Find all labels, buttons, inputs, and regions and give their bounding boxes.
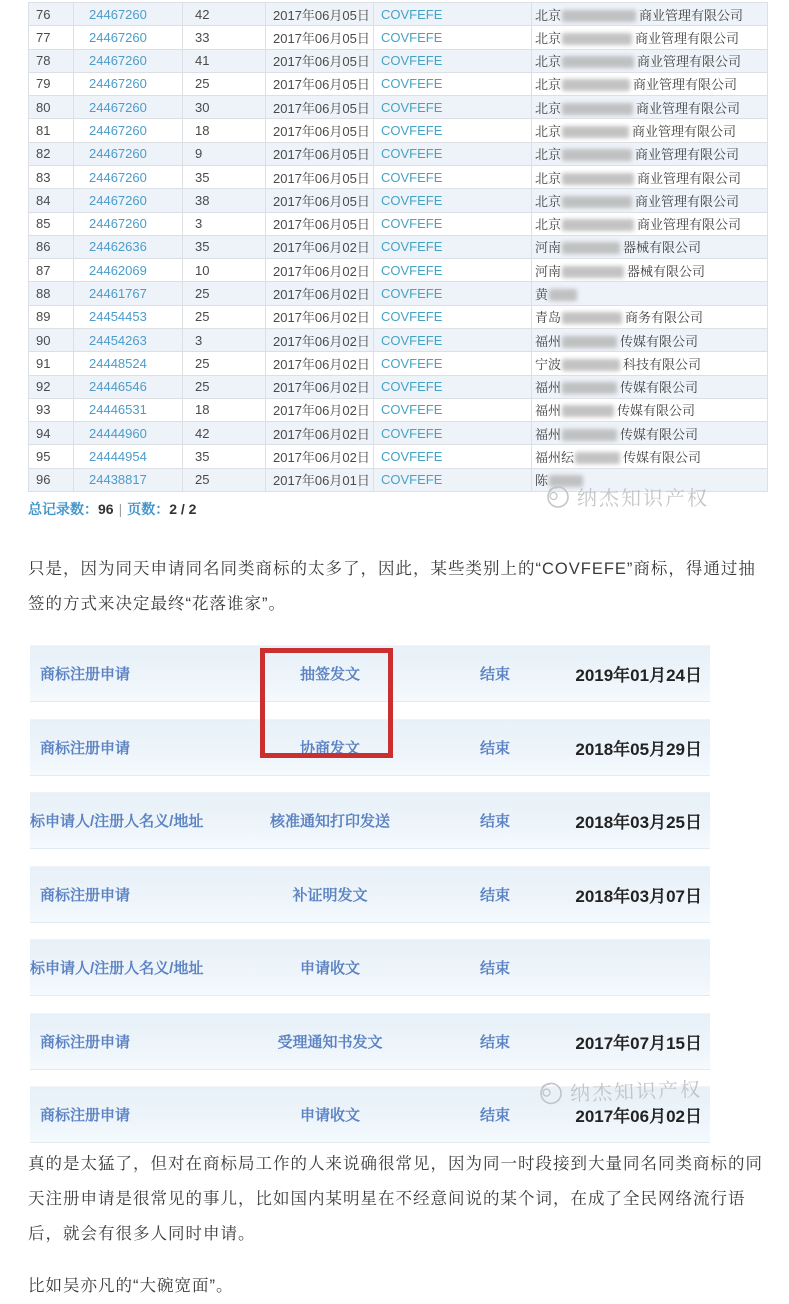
- trademark-records-body: [29, 3, 768, 492]
- trademark-name-cell: [374, 3, 532, 26]
- row-number-cell: 78: [29, 49, 74, 72]
- redacted-name-blur: [562, 10, 636, 22]
- application-number-cell: [74, 282, 183, 305]
- row-number-cell: 77: [29, 26, 74, 49]
- class-number-cell: 3: [183, 212, 266, 235]
- application-date-cell: 2017年06月02日: [266, 282, 374, 305]
- class-number-cell: 42: [183, 422, 266, 445]
- application-date-cell: 2017年06月01日: [266, 468, 374, 491]
- applicant-prefix: 福州: [535, 380, 562, 396]
- trademark-name-cell: [374, 212, 532, 235]
- business-type-label: 商标注册申请: [40, 1033, 131, 1051]
- trademark-name-text: COVFEFE: [381, 169, 443, 185]
- applicant-cell: [532, 328, 768, 351]
- trademark-name-text: COVFEFE: [381, 286, 443, 302]
- trademark-name-cell: [374, 119, 532, 142]
- application-date-cell: 2017年06月02日: [266, 445, 374, 468]
- redacted-name-blur: [562, 429, 617, 441]
- table-row: [29, 328, 768, 351]
- application-number-link[interactable]: 24461767: [89, 286, 147, 302]
- redacted-name-blur: [562, 266, 624, 278]
- process-status-row: [30, 1013, 710, 1070]
- applicant-prefix: 福州: [535, 333, 562, 349]
- class-number-cell: 9: [183, 142, 266, 165]
- business-type-label: 商标注册申请: [40, 739, 131, 757]
- table-row: [29, 3, 768, 26]
- trademark-name-text: COVFEFE: [381, 448, 443, 464]
- application-number-link[interactable]: 24462069: [89, 262, 147, 278]
- application-number-cell: [74, 259, 183, 282]
- redacted-name-blur: [562, 336, 617, 348]
- application-number-cell: [74, 96, 183, 119]
- redacted-name-blur: [562, 173, 634, 185]
- paragraph-lottery-intro: 只是，因为同天申请同名同类商标的太多了，因此，某些类别上的“COVFEFE”商标，得通过抽签的方式来决定最终“花落谁家”。: [28, 560, 756, 613]
- class-number-cell: 18: [183, 398, 266, 421]
- trademark-name-text: COVFEFE: [381, 379, 443, 395]
- applicant-prefix: 北京: [535, 7, 562, 23]
- row-number-cell: 93: [29, 398, 74, 421]
- process-date: 2018年05月29日: [575, 739, 702, 759]
- row-number-cell: 92: [29, 375, 74, 398]
- trademark-records-table: [28, 2, 768, 492]
- trademark-name-cell: [374, 375, 532, 398]
- applicant-suffix: 商业管理有限公司: [637, 217, 742, 233]
- application-number-link[interactable]: 24444954: [89, 448, 147, 464]
- applicant-suffix: 商业管理有限公司: [636, 100, 741, 116]
- application-date-cell: 2017年06月05日: [266, 3, 374, 26]
- redacted-name-blur: [562, 33, 632, 45]
- class-number-cell: 35: [183, 445, 266, 468]
- row-number-cell: 84: [29, 189, 74, 212]
- applicant-cell: [532, 119, 768, 142]
- applicant-suffix: 商业管理有限公司: [633, 77, 738, 93]
- status-label: 结束: [479, 666, 510, 683]
- trademark-name-text: COVFEFE: [381, 355, 443, 371]
- redacted-name-blur: [562, 382, 617, 394]
- redacted-name-blur: [562, 219, 634, 231]
- table-row: [29, 282, 768, 305]
- redacted-name-blur: [562, 359, 620, 371]
- application-date-cell: 2017年06月05日: [266, 119, 374, 142]
- process-date: 2017年07月15日: [575, 1033, 702, 1053]
- table-row: [29, 398, 768, 421]
- applicant-suffix: 器械有限公司: [623, 240, 702, 256]
- row-number-cell: 76: [29, 3, 74, 26]
- application-date-cell: 2017年06月02日: [266, 328, 374, 351]
- applicant-prefix: 福州纭: [535, 449, 575, 465]
- applicant-prefix: 北京: [535, 77, 562, 93]
- class-number-cell: 25: [183, 305, 266, 328]
- applicant-prefix: 北京: [535, 30, 562, 46]
- applicant-cell: [532, 165, 768, 188]
- table-row: [29, 72, 768, 95]
- applicant-suffix: 传媒有限公司: [620, 380, 699, 396]
- trademark-name-text: COVFEFE: [381, 239, 443, 255]
- table-row: [29, 26, 768, 49]
- applicant-prefix: 北京: [535, 170, 562, 186]
- applicant-prefix: 福州: [535, 403, 562, 419]
- class-number-cell: 25: [183, 72, 266, 95]
- trademark-name-text: COVFEFE: [381, 29, 443, 45]
- trademark-name-text: COVFEFE: [381, 332, 443, 348]
- application-date-cell: 2017年06月02日: [266, 398, 374, 421]
- najie-watermark-text: 纳杰知识产权: [569, 1079, 703, 1106]
- applicant-prefix: 北京: [535, 147, 562, 163]
- table-row: [29, 422, 768, 445]
- application-date-cell: 2017年06月02日: [266, 422, 374, 445]
- redacted-name-blur: [575, 452, 620, 464]
- application-number-cell: [74, 468, 183, 491]
- process-step-label: 申请收文: [299, 960, 360, 977]
- trademark-name-cell: [374, 445, 532, 468]
- table-row: [29, 352, 768, 375]
- application-number-cell: [74, 189, 183, 212]
- trademark-name-cell: [374, 165, 532, 188]
- row-number-cell: 96: [29, 468, 74, 491]
- application-number-cell: [74, 119, 183, 142]
- process-status-row: [30, 1086, 710, 1143]
- table-row: [29, 142, 768, 165]
- applicant-suffix: 商业管理有限公司: [639, 7, 744, 23]
- application-number-link[interactable]: 24467260: [89, 99, 147, 115]
- row-number-cell: 83: [29, 165, 74, 188]
- process-date: 2018年03月25日: [575, 813, 702, 832]
- applicant-prefix: 北京: [535, 100, 562, 116]
- applicant-suffix: 传媒有限公司: [617, 403, 696, 419]
- redacted-name-blur: [562, 79, 630, 91]
- business-type-label: 标申请人/注册人名义/地址: [30, 960, 204, 977]
- application-number-cell: [74, 398, 183, 421]
- table-row: [29, 468, 768, 491]
- applicant-suffix: 器械有限公司: [627, 263, 706, 279]
- applicant-cell: [532, 26, 768, 49]
- class-number-cell: 35: [183, 165, 266, 188]
- application-number-cell: [74, 165, 183, 188]
- application-number-link[interactable]: 24467260: [89, 169, 147, 185]
- status-label: 结束: [479, 813, 510, 830]
- applicant-suffix: 商业管理有限公司: [635, 30, 740, 46]
- applicant-cell: [532, 96, 768, 119]
- trademark-name-cell: [374, 235, 532, 258]
- trademark-name-text: COVFEFE: [381, 99, 443, 115]
- application-number-cell: [74, 3, 183, 26]
- trademark-name-cell: [374, 468, 532, 491]
- trademark-name-cell: [374, 189, 532, 212]
- application-number-cell: [74, 72, 183, 95]
- process-step-label: 协商发文: [299, 739, 360, 757]
- applicant-suffix: 商业管理有限公司: [637, 170, 742, 186]
- application-date-cell: 2017年06月05日: [266, 212, 374, 235]
- table-row: [29, 119, 768, 142]
- process-status-row: [30, 939, 710, 996]
- applicant-cell: [532, 375, 768, 398]
- row-number-cell: 79: [29, 72, 74, 95]
- applicant-suffix: 传媒有限公司: [620, 426, 699, 442]
- class-number-cell: 10: [183, 259, 266, 282]
- trademark-name-cell: [374, 72, 532, 95]
- trademark-name-text: COVFEFE: [381, 192, 443, 208]
- application-number-link[interactable]: 24454453: [89, 309, 147, 325]
- application-number-link[interactable]: 24448524: [89, 355, 147, 371]
- application-number-cell: [74, 445, 183, 468]
- applicant-prefix: 河南: [535, 240, 562, 256]
- redacted-name-blur: [562, 242, 620, 254]
- row-number-cell: 87: [29, 259, 74, 282]
- application-number-cell: [74, 142, 183, 165]
- table-row: [29, 305, 768, 328]
- applicant-prefix: 河南: [535, 263, 562, 279]
- process-step-label: 受理通知书发文: [277, 1033, 383, 1051]
- application-number-link[interactable]: 24467260: [89, 29, 147, 45]
- applicant-cell: [532, 259, 768, 282]
- class-number-cell: 42: [183, 3, 266, 26]
- trademark-name-cell: [374, 352, 532, 375]
- process-status-row: [30, 792, 710, 849]
- class-number-cell: 38: [183, 189, 266, 212]
- application-number-cell: [74, 375, 183, 398]
- process-status-row: [30, 719, 710, 776]
- redacted-name-blur: [562, 405, 614, 417]
- applicant-suffix: 商业管理有限公司: [637, 54, 742, 70]
- application-date-cell: 2017年06月05日: [266, 49, 374, 72]
- business-type-label: 商标注册申请: [40, 886, 131, 904]
- row-number-cell: 95: [29, 445, 74, 468]
- row-number-cell: 91: [29, 352, 74, 375]
- trademark-name-cell: [374, 96, 532, 119]
- process-date: 2017年06月02日: [575, 1107, 702, 1126]
- najie-watermark-text: 纳杰知识产权: [577, 488, 709, 510]
- application-number-link[interactable]: 24467260: [89, 216, 147, 232]
- row-number-cell: 82: [29, 142, 74, 165]
- process-date: 2019年01月24日: [575, 666, 702, 685]
- class-number-cell: 25: [183, 282, 266, 305]
- class-number-cell: 18: [183, 119, 266, 142]
- process-step-label: 核准通知打印发送: [269, 813, 390, 830]
- trademark-name-text: COVFEFE: [381, 472, 443, 488]
- applicant-cell: [532, 468, 768, 491]
- applicant-prefix: 北京: [535, 54, 562, 70]
- table-row: [29, 49, 768, 72]
- applicant-prefix: 青岛: [535, 310, 562, 326]
- application-number-link[interactable]: 24467260: [89, 192, 147, 208]
- row-number-cell: 86: [29, 235, 74, 258]
- status-label: 结束: [479, 1107, 510, 1124]
- trademark-name-text: COVFEFE: [381, 216, 443, 232]
- class-number-cell: 25: [183, 375, 266, 398]
- applicant-prefix: 黄: [535, 287, 549, 303]
- process-date: 2018年03月07日: [575, 886, 702, 906]
- process-step-label: 申请收文: [299, 1107, 360, 1124]
- redacted-name-blur: [549, 475, 583, 487]
- applicant-cell: [532, 282, 768, 305]
- applicant-cell: [532, 445, 768, 468]
- redacted-name-blur: [562, 103, 633, 115]
- trademark-name-cell: [374, 49, 532, 72]
- redacted-name-blur: [562, 126, 629, 138]
- table-row: [29, 212, 768, 235]
- application-date-cell: 2017年06月05日: [266, 189, 374, 212]
- table-row: [29, 189, 768, 212]
- applicant-cell: [532, 142, 768, 165]
- trademark-name-text: COVFEFE: [381, 123, 443, 139]
- row-number-cell: 94: [29, 422, 74, 445]
- application-number-link[interactable]: 24467260: [89, 123, 147, 139]
- applicant-cell: [532, 398, 768, 421]
- trademark-name-cell: [374, 26, 532, 49]
- row-number-cell: 80: [29, 96, 74, 119]
- business-type-label: 标申请人/注册人名义/地址: [30, 813, 204, 830]
- applicant-prefix: 陈: [535, 473, 549, 489]
- applicant-cell: [532, 305, 768, 328]
- redacted-name-blur: [562, 56, 634, 68]
- application-date-cell: 2017年06月02日: [266, 352, 374, 375]
- class-number-cell: 41: [183, 49, 266, 72]
- status-label: 结束: [479, 960, 510, 977]
- business-type-label: 商标注册申请: [40, 666, 131, 683]
- trademark-name-cell: [374, 422, 532, 445]
- application-number-link[interactable]: 24444960: [89, 425, 147, 441]
- application-number-link[interactable]: 24454263: [89, 332, 147, 348]
- redacted-name-blur: [562, 312, 622, 324]
- trademark-name-cell: [374, 305, 532, 328]
- trademark-name-text: COVFEFE: [381, 402, 443, 418]
- application-date-cell: 2017年06月02日: [266, 259, 374, 282]
- application-number-cell: [74, 26, 183, 49]
- table-row: [29, 96, 768, 119]
- applicant-suffix: 商业管理有限公司: [632, 124, 737, 140]
- application-number-link[interactable]: 24467260: [89, 146, 147, 162]
- application-number-link[interactable]: 24438817: [89, 472, 147, 488]
- process-step-label: 补证明发文: [292, 886, 368, 904]
- redacted-name-blur: [549, 289, 577, 301]
- applicant-prefix: 北京: [535, 193, 562, 209]
- summary-separator: |: [118, 501, 123, 517]
- application-number-cell: [74, 352, 183, 375]
- trademark-name-cell: [374, 142, 532, 165]
- redacted-name-blur: [562, 149, 632, 161]
- application-number-link[interactable]: 24446546: [89, 379, 147, 395]
- applicant-suffix: 科技有限公司: [623, 356, 702, 372]
- applicant-suffix: 商业管理有限公司: [635, 147, 740, 163]
- application-number-cell: [74, 305, 183, 328]
- application-number-cell: [74, 235, 183, 258]
- trademark-name-text: COVFEFE: [381, 146, 443, 162]
- application-date-cell: 2017年06月02日: [266, 235, 374, 258]
- applicant-cell: [532, 422, 768, 445]
- application-date-cell: 2017年06月05日: [266, 165, 374, 188]
- applicant-cell: [532, 3, 768, 26]
- status-label: 结束: [479, 739, 510, 757]
- class-number-cell: 30: [183, 96, 266, 119]
- row-number-cell: 89: [29, 305, 74, 328]
- application-date-cell: 2017年06月05日: [266, 142, 374, 165]
- trademark-name-text: COVFEFE: [381, 53, 443, 69]
- applicant-prefix: 宁波: [535, 356, 562, 372]
- class-number-cell: 25: [183, 352, 266, 375]
- row-number-cell: 85: [29, 212, 74, 235]
- application-number-link[interactable]: 24467260: [89, 76, 147, 92]
- application-date-cell: 2017年06月05日: [266, 96, 374, 119]
- application-number-link[interactable]: 24467260: [89, 53, 147, 69]
- trademark-name-cell: [374, 398, 532, 421]
- application-date-cell: 2017年06月02日: [266, 305, 374, 328]
- paragraph-dawankuanmian: 比如吴亦凡的“大碗宽面”。: [28, 1277, 234, 1295]
- application-date-cell: 2017年06月05日: [266, 26, 374, 49]
- row-number-cell: 88: [29, 282, 74, 305]
- total-records-value: 96: [98, 501, 114, 517]
- applicant-cell: [532, 212, 768, 235]
- table-row: [29, 375, 768, 398]
- application-number-cell: [74, 212, 183, 235]
- trademark-name-text: COVFEFE: [381, 262, 443, 278]
- applicant-suffix: 商业管理有限公司: [635, 193, 740, 209]
- trademark-name-cell: [374, 259, 532, 282]
- row-number-cell: 81: [29, 119, 74, 142]
- applicant-cell: [532, 352, 768, 375]
- pages-label: 页数：: [127, 501, 170, 517]
- pages-value: 2 / 2: [169, 501, 197, 517]
- applicant-cell: [532, 235, 768, 258]
- status-label: 结束: [479, 1033, 510, 1051]
- class-number-cell: 3: [183, 328, 266, 351]
- trademark-name-text: COVFEFE: [381, 76, 443, 92]
- application-number-cell: [74, 49, 183, 72]
- applicant-prefix: 北京: [535, 124, 562, 140]
- paragraph-common-practice: 真的是太猛了，但对在商标局工作的人来说确很常见，因为同一时段接到大量同名同类商标的同天注册申请是很常见的事儿，比如国内某明星在不经意间说的某个词，在成了全民网络流行语后，就会有很多人同时申请。: [28, 1155, 763, 1243]
- trademark-name-text: COVFEFE: [381, 6, 443, 22]
- applicant-cell: [532, 72, 768, 95]
- applicant-cell: [532, 189, 768, 212]
- application-number-cell: [74, 328, 183, 351]
- applicant-suffix: 商务有限公司: [625, 310, 704, 326]
- trademark-name-cell: [374, 282, 532, 305]
- records-summary: [28, 499, 196, 519]
- redacted-name-blur: [562, 196, 632, 208]
- application-number-link[interactable]: 24446531: [89, 402, 147, 418]
- applicant-prefix: 北京: [535, 217, 562, 233]
- applicant-prefix: 福州: [535, 426, 562, 442]
- application-date-cell: 2017年06月02日: [266, 375, 374, 398]
- applicant-cell: [532, 49, 768, 72]
- class-number-cell: 33: [183, 26, 266, 49]
- applicant-suffix: 传媒有限公司: [623, 449, 702, 465]
- class-number-cell: 35: [183, 235, 266, 258]
- trademark-name-cell: [374, 328, 532, 351]
- process-status-row: [30, 645, 710, 702]
- table-row: [29, 445, 768, 468]
- row-number-cell: 90: [29, 328, 74, 351]
- process-status-row: [30, 866, 710, 923]
- trademark-name-text: COVFEFE: [381, 309, 443, 325]
- process-step-label: 抽签发文: [299, 666, 360, 683]
- trademark-name-text: COVFEFE: [381, 425, 443, 441]
- class-number-cell: 25: [183, 468, 266, 491]
- table-row: [29, 259, 768, 282]
- application-date-cell: 2017年06月05日: [266, 72, 374, 95]
- table-row: [29, 235, 768, 258]
- applicant-suffix: 传媒有限公司: [620, 333, 699, 349]
- business-type-label: 商标注册申请: [40, 1107, 131, 1124]
- application-number-cell: [74, 422, 183, 445]
- process-status-table: [30, 645, 710, 1160]
- application-number-link[interactable]: 24462636: [89, 239, 147, 255]
- table-row: [29, 165, 768, 188]
- status-label: 结束: [479, 886, 510, 904]
- total-records-label: 总记录数：: [28, 501, 98, 517]
- application-number-link[interactable]: 24467260: [89, 6, 147, 22]
